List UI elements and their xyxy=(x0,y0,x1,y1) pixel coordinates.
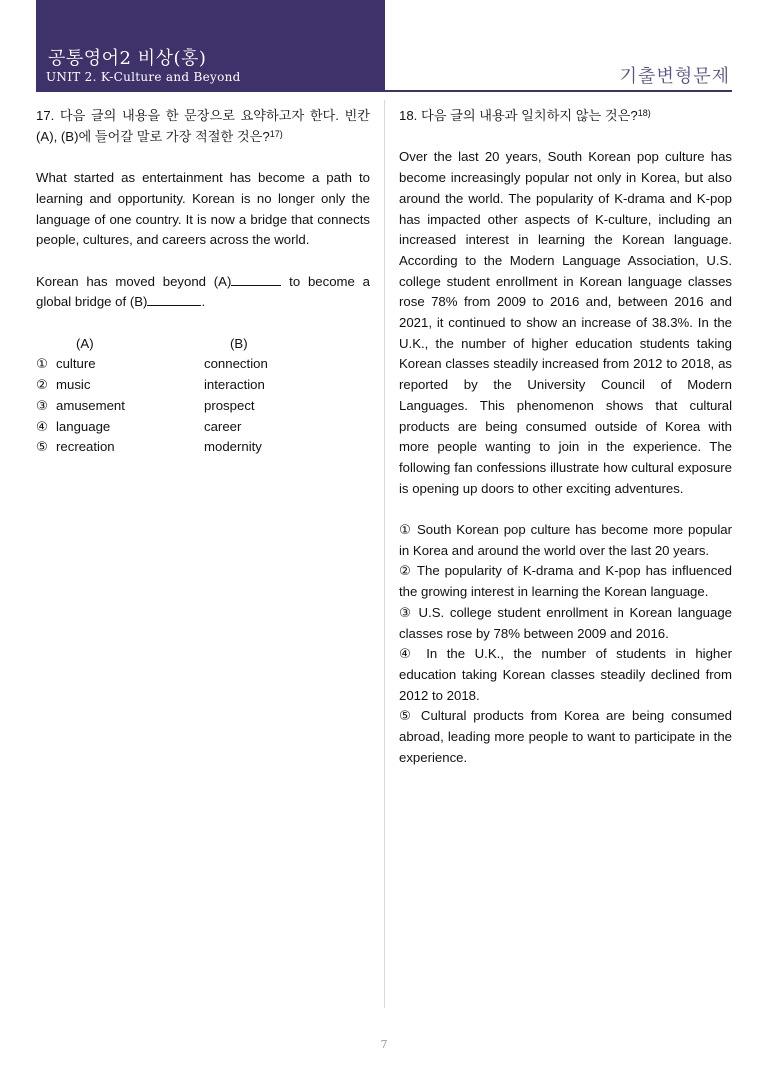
option-3[interactable] xyxy=(36,396,370,417)
question-18-passage: Over the last 20 years, South Korean pop culture has become increasingly popular not only in Korea, but also around the world. The popularity of K-drama and K-pop has impacted other aspects of K-culture, including an increased interest in learning the Korean language. According to the Modern Language Association, U.S. college student enrollment in Korean language classes rose 78% from 2009 to 2016 and, between 2016 and 2021, it continued to show an increase of 38.3%. In the U.K., the number of higher education students taking Korean classes steadily increased from 2012 to 2018, as reported by the University Council of Modern Languages. This phenomenon shows that cultural products are being consumed outside of Korea with more people wanting to join in the experience. The following fan confessions illustrate how cultural exposure is opening up doors to other exciting adventures. xyxy=(399,149,732,496)
option-b-text: connection xyxy=(204,356,268,372)
summary-part-2: to become a global bridge of (B) xyxy=(36,273,370,310)
choice-1[interactable]: ① South Korean pop culture has become more popular in Korea and around the world over the last 20 years. xyxy=(399,522,732,558)
summary-part-3: . xyxy=(201,294,206,310)
option-number: ① xyxy=(36,356,48,372)
question-17-title-text: 17. 다음 글의 내용을 한 문장으로 요약하고자 한다. 빈칸 (A), (B)에 들어갈 말로 가장 적절한 것은? xyxy=(36,108,370,144)
choice-3[interactable]: ③ U.S. college student enrollment in Korean language classes rose by 78% between 2009 and 2016. xyxy=(399,604,732,641)
option-4[interactable] xyxy=(36,417,370,438)
option-number: ② xyxy=(36,377,48,393)
summary-sentence xyxy=(36,272,370,313)
question-18-title xyxy=(399,106,732,127)
option-number: ③ xyxy=(36,397,48,413)
page-number: 7 xyxy=(380,1038,388,1051)
question-17-title xyxy=(36,106,370,147)
question-17 xyxy=(36,106,370,458)
unit-subtitle: UNIT 2. K-Culture and Beyond xyxy=(46,70,241,84)
option-number: ⑤ xyxy=(36,439,48,455)
options-header-a: (A) xyxy=(76,335,94,351)
option-a-text: recreation xyxy=(56,439,115,455)
header-banner xyxy=(36,0,385,92)
option-a-text: music xyxy=(56,377,91,393)
question-18-title-text: 18. 다음 글의 내용과 일치하지 않는 것은? xyxy=(399,108,638,123)
options-header-b: (B) xyxy=(230,335,248,351)
footnote-18: 18) xyxy=(637,108,651,118)
summary-part-1: Korean has moved beyond (A) xyxy=(36,273,232,289)
option-5[interactable] xyxy=(36,437,370,458)
column-divider xyxy=(384,100,385,1008)
blank-a xyxy=(231,273,281,286)
blank-b xyxy=(147,293,201,306)
question-17-passage: What started as entertainment has become a path to learning and opportunity. Korean is no longer only the language of one country. It is now a bridge that connects people, cultures, and careers across the world. xyxy=(36,170,370,248)
option-b-text: career xyxy=(204,418,242,434)
option-a-text: language xyxy=(56,418,111,434)
option-b-text: prospect xyxy=(204,397,255,413)
option-1[interactable] xyxy=(36,354,370,375)
choice-2[interactable]: ② The popularity of K-drama and K-pop has influenced the growing interest in learning the Korean language. xyxy=(399,563,732,600)
choice-5[interactable]: ⑤ Cultural products from Korea are being consumed abroad, leading more people to want to participate in the experience. xyxy=(399,708,732,765)
textbook-title: 공통영어2 비상(홍) xyxy=(48,48,207,69)
section-label: 기출변형문제 xyxy=(619,66,730,87)
options-list xyxy=(36,354,370,458)
options-header xyxy=(36,334,370,355)
footnote-17: 17) xyxy=(269,128,283,139)
option-a-text: culture xyxy=(56,356,96,372)
header-underline xyxy=(385,90,732,92)
choices-list xyxy=(399,520,732,768)
option-2[interactable] xyxy=(36,375,370,396)
question-18 xyxy=(399,106,732,768)
choice-4[interactable]: ④ In the U.K., the number of students in higher education taking Korean classes steadily declined from 2012 to 2018. xyxy=(399,646,732,703)
option-number: ④ xyxy=(36,418,48,434)
option-a-text: amusement xyxy=(56,397,125,413)
option-b-text: interaction xyxy=(204,377,265,393)
option-b-text: modernity xyxy=(204,439,262,455)
